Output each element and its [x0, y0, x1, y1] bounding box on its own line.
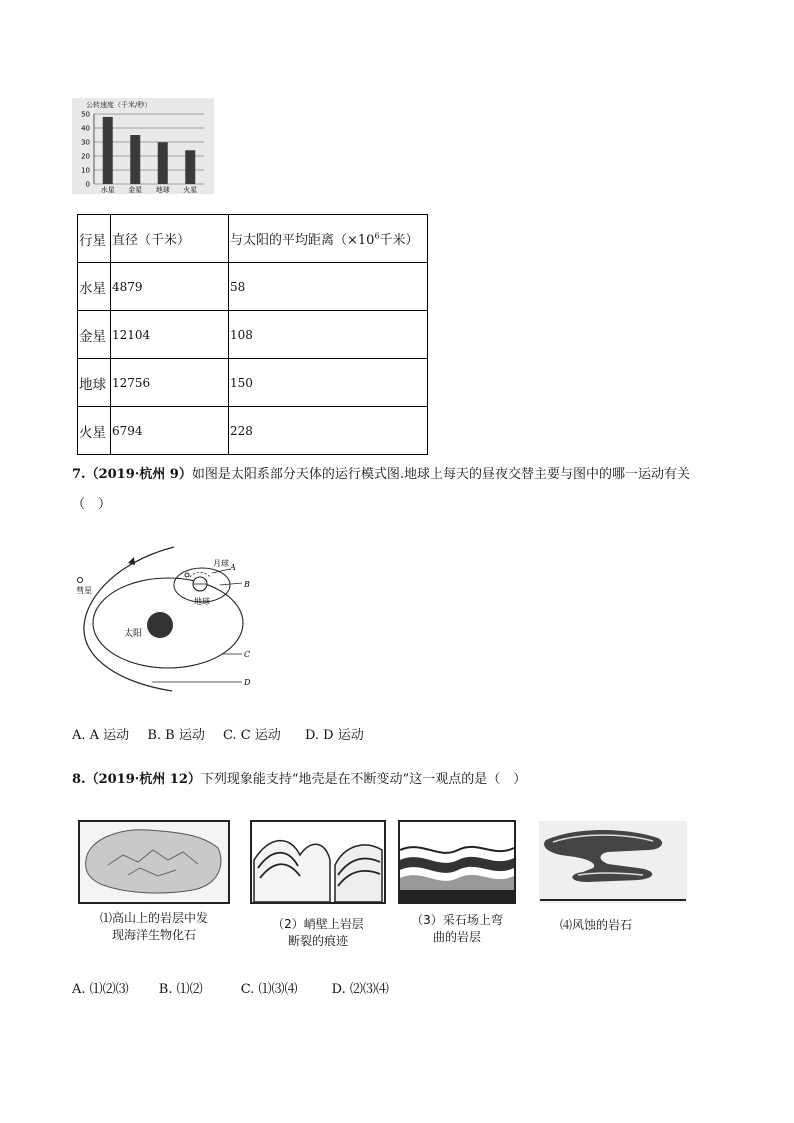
- chart-bar: [103, 117, 113, 184]
- table-header: 行星: [78, 215, 111, 263]
- table-cell: 水星: [78, 263, 111, 311]
- option-a[interactable]: A. ⑴⑵⑶: [72, 982, 129, 997]
- option-c[interactable]: C. C 运动: [222, 728, 281, 743]
- chart-y-ticks: [81, 111, 90, 189]
- caption-4: ⑷风蚀的岩石: [560, 918, 633, 932]
- q7-options: [72, 724, 378, 743]
- table-cell: 12104: [111, 311, 229, 359]
- table-cell: 108: [229, 311, 428, 359]
- x-tick-label: 地球: [155, 186, 170, 194]
- chart-bars: [103, 117, 196, 184]
- y-tick-label: 50: [81, 110, 90, 119]
- chart-title: 公转速度（千米/秒）: [86, 101, 152, 109]
- question-text: 下列现象能支持“地壳是在不断变动”这一观点的是（ ）: [200, 772, 527, 787]
- planet-table: [77, 214, 428, 455]
- table-header: 与太阳的平均距离（$\times 10^6$千米）: [229, 215, 428, 263]
- option-b[interactable]: B. ⑴⑵: [158, 982, 203, 997]
- eroded-rock-image: [538, 820, 688, 904]
- solar-system-diagram: [72, 543, 272, 693]
- x-tick-label: 水星: [100, 186, 115, 194]
- question-number: 7.: [72, 467, 86, 482]
- option-b[interactable]: B. B 运动: [147, 728, 205, 743]
- bent-strata-image: [398, 820, 516, 904]
- comet-label: 彗星: [76, 586, 92, 595]
- table-row: [78, 311, 428, 359]
- table-cell: 6794: [111, 407, 229, 455]
- caption-2: （2）峭壁上岩层 断裂的痕迹: [272, 917, 364, 948]
- answer-blank: （ ）: [72, 497, 112, 512]
- question-number: 8.: [72, 772, 86, 787]
- table-header-row: [78, 215, 428, 263]
- caption-1: ⑴高山上的岩层中发 现海洋生物化石: [99, 911, 208, 942]
- label-a: A: [230, 563, 236, 572]
- label-b: B: [244, 580, 250, 589]
- label-d: D: [244, 678, 251, 687]
- question-source: （2019·杭州 12）: [85, 772, 201, 787]
- table-row: [78, 407, 428, 455]
- question-text: 如图是太阳系部分天体的运行模式图.地球上每天的昼夜交替主要与图中的哪一运动有关: [191, 467, 690, 482]
- sun-label: 太阳: [124, 629, 143, 639]
- earth-label: 地球: [194, 597, 210, 606]
- table-cell: 12756: [111, 359, 229, 407]
- q8-options: [72, 978, 403, 997]
- option-c[interactable]: C. ⑴⑶⑷: [240, 982, 298, 997]
- question-source: （2019·杭州 9）: [85, 467, 192, 482]
- option-d[interactable]: D. ⑵⑶⑷: [331, 982, 389, 997]
- y-tick-label: 0: [85, 180, 90, 189]
- x-tick-label: 金星: [128, 186, 143, 194]
- cliff-fault-image: [250, 820, 386, 904]
- y-tick-label: 20: [81, 152, 90, 161]
- table-cell: 228: [229, 407, 428, 455]
- table-header: 直径（千米）: [111, 215, 229, 263]
- question-7: [72, 464, 732, 486]
- table-cell: 金星: [78, 311, 111, 359]
- table-cell: 150: [229, 359, 428, 407]
- chart-x-labels: [101, 185, 198, 194]
- chart-bar: [130, 135, 140, 184]
- option-a[interactable]: A. A 运动: [72, 728, 130, 743]
- table-cell: 58: [229, 263, 428, 311]
- table-cell: 火星: [78, 407, 111, 455]
- question-8: [72, 769, 732, 791]
- table-cell: 地球: [78, 359, 111, 407]
- fossil-map-image: [78, 820, 230, 904]
- table-row: [78, 263, 428, 311]
- label-c: C: [244, 650, 251, 659]
- y-tick-label: 30: [81, 138, 90, 147]
- caption-3: （3）采石场上弯 曲的岩层: [411, 913, 503, 944]
- y-tick-label: 10: [81, 166, 90, 175]
- table-row: [78, 359, 428, 407]
- moon-label: 月球: [213, 559, 229, 568]
- x-tick-label: 火星: [183, 186, 198, 194]
- chart-bar: [158, 142, 168, 184]
- chart-bar: [185, 150, 195, 184]
- table-cell: 4879: [111, 263, 229, 311]
- option-d[interactable]: D. D 运动: [304, 728, 364, 743]
- revolution-speed-chart: [72, 98, 214, 194]
- y-tick-label: 40: [81, 124, 90, 133]
